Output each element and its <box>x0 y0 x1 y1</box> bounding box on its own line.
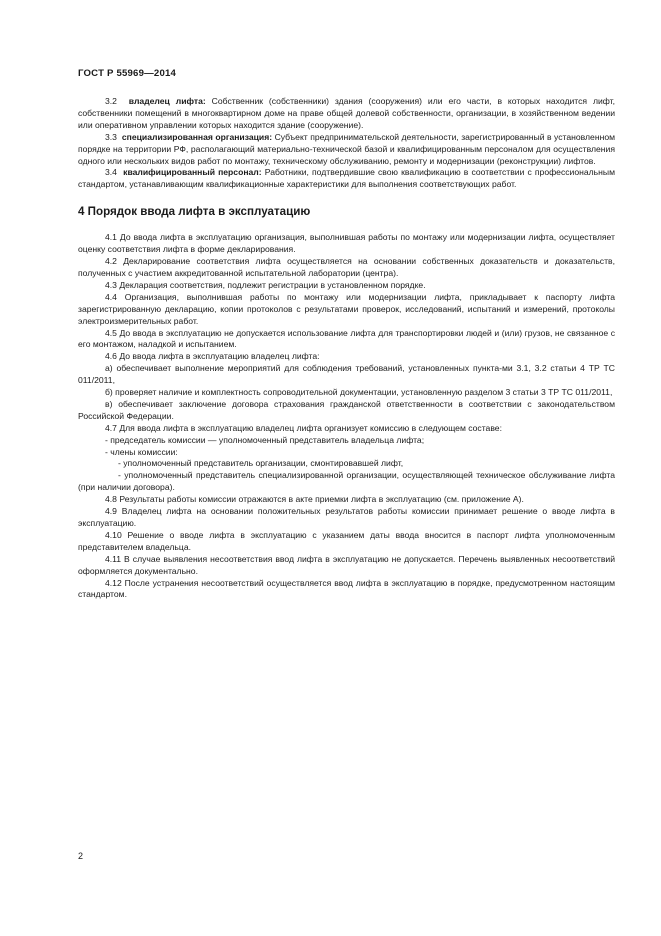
clause-number: 3.4 <box>105 167 117 178</box>
list-item-installer-rep: - уполномоченный представитель организации, смонтировавшей лифт, <box>118 458 404 469</box>
clause-number: 3.2 <box>105 96 117 106</box>
paragraph-3-3 <box>78 132 615 168</box>
paragraph-4-4: 4.4 Организация, выполнившая работы по монтажу или модернизации лифта, прикладывает к паспорту лифта зарегистрированную декларацию, копии протоколов с результатами проверок, исследований, испытаний и измерений, протоколы электроизмерительных работ. <box>78 291 615 326</box>
paragraph-3-4 <box>78 167 615 191</box>
list-item-chairman: - председатель комиссии — уполномоченный представитель владельца лифта; <box>105 434 425 445</box>
definition-text: Работники, подтвердившие свою квалификацию в соответствии с профессиональным стандартом, устанавливающим квалификационные характеристики для выполнения соответствующих работ. <box>78 167 615 190</box>
paragraph-4-7: 4.7 Для ввода лифта в эксплуатацию владелец лифта организует комиссию в следующем составе: <box>105 422 502 433</box>
clause-number: 3.3 <box>105 131 117 142</box>
paragraph-4-1: 4.1 До ввода лифта в эксплуатацию организация, выполнившая работы по монтажу или модернизации лифта, осуществляет оценку соответствия лифта в форме декларирования. <box>78 232 615 255</box>
list-item-members: - члены комиссии: <box>105 446 178 457</box>
paragraph-4-2: 4.2 Декларирование соответствия лифта осуществляется на основании собственных доказательств и доказательств, полученных с участием аккредитованной испытательной лаборатории (центра). <box>78 256 615 278</box>
paragraph-4-11: 4.11 В случае выявления несоответствия ввод лифта в эксплуатацию не допускается. Перечень выявленных несоответствий оформляется документально. <box>78 553 615 576</box>
paragraph-4-12: 4.12 После устранения несоответствий осуществляется ввод лифта в эксплуатацию в порядке, предусмотренном настоящим стандартом. <box>78 577 615 600</box>
document-header: ГОСТ Р 55969—2014 <box>78 68 177 79</box>
paragraph-4-6-b: б) проверяет наличие и комплектность сопроводительной документации, установленную разделом 3 статьи 3 ТР ТС 011/2011, <box>105 387 613 398</box>
definition-text: Собственник (собственники) здания (сооружения) или его части, в которых находится лифт, собственники помещений в многоквартирном доме на праве общей долевой собственности, организации, в хозяйственном ведении или оперативном управлении которых находится здание (сооружение). <box>78 96 616 130</box>
term: квалифицированный персонал: <box>123 167 262 178</box>
paragraph-4-10: 4.10 Решение о вводе лифта в эксплуатацию с указанием даты ввода вносится в паспорт лифта уполномоченным представителем владельца. <box>78 529 615 552</box>
paragraph-4-3: 4.3 Декларация соответствия, подлежит регистрации в установленном порядке. <box>105 279 426 290</box>
definition-text: Субъект предпринимательской деятельности, зарегистрированный в установленном порядке на территории РФ, располагающий материально-технической базой и квалифицированным персоналом для осуществления одного или нескольких видов работ по монтажу, техническому обслуживанию, ремонту и модернизации (реконструкции) лифтов. <box>78 131 616 166</box>
paragraph-4-6-c: в) обеспечивает заключение договора страхования гражданской ответственности в соответствии с законодательством Российской Федерации. <box>78 398 615 421</box>
paragraph-4-9: 4.9 Владелец лифта на основании положительных результатов работы комиссии принимает решение о вводе лифта в эксплуатацию. <box>78 506 615 528</box>
paragraph-4-6-a: а) обеспечивает выполнение мероприятий для соблюдения требований, установленных пункта-ми 3.1, 3.2 статьи 4 ТР ТС 011/2011, <box>78 363 615 386</box>
document-body <box>78 96 615 601</box>
list-item-service-rep: - уполномоченный представитель специализированной организации, осуществляющей техническое обслуживание лифта (при наличии договора). <box>78 470 615 493</box>
page-number: 2 <box>78 851 84 861</box>
paragraph-3-2 <box>78 96 615 132</box>
paragraph-4-6: 4.6 До ввода лифта в эксплуатацию владелец лифта: <box>105 351 320 362</box>
term: специализированная организация: <box>121 131 273 142</box>
paragraph-4-5: 4.5 До ввода в эксплуатацию не допускается использование лифта для транспортировки людей и (или) грузов, не связанное с его монтажом, наладкой и испытанием. <box>78 327 615 350</box>
term: владелец лифта: <box>128 96 206 106</box>
section-4-heading: 4 Порядок ввода лифта в эксплуатацию <box>78 205 311 219</box>
paragraph-4-8: 4.8 Результаты работы комиссии отражаются в акте приемки лифта в эксплуатацию (см. приложение А). <box>105 494 524 505</box>
